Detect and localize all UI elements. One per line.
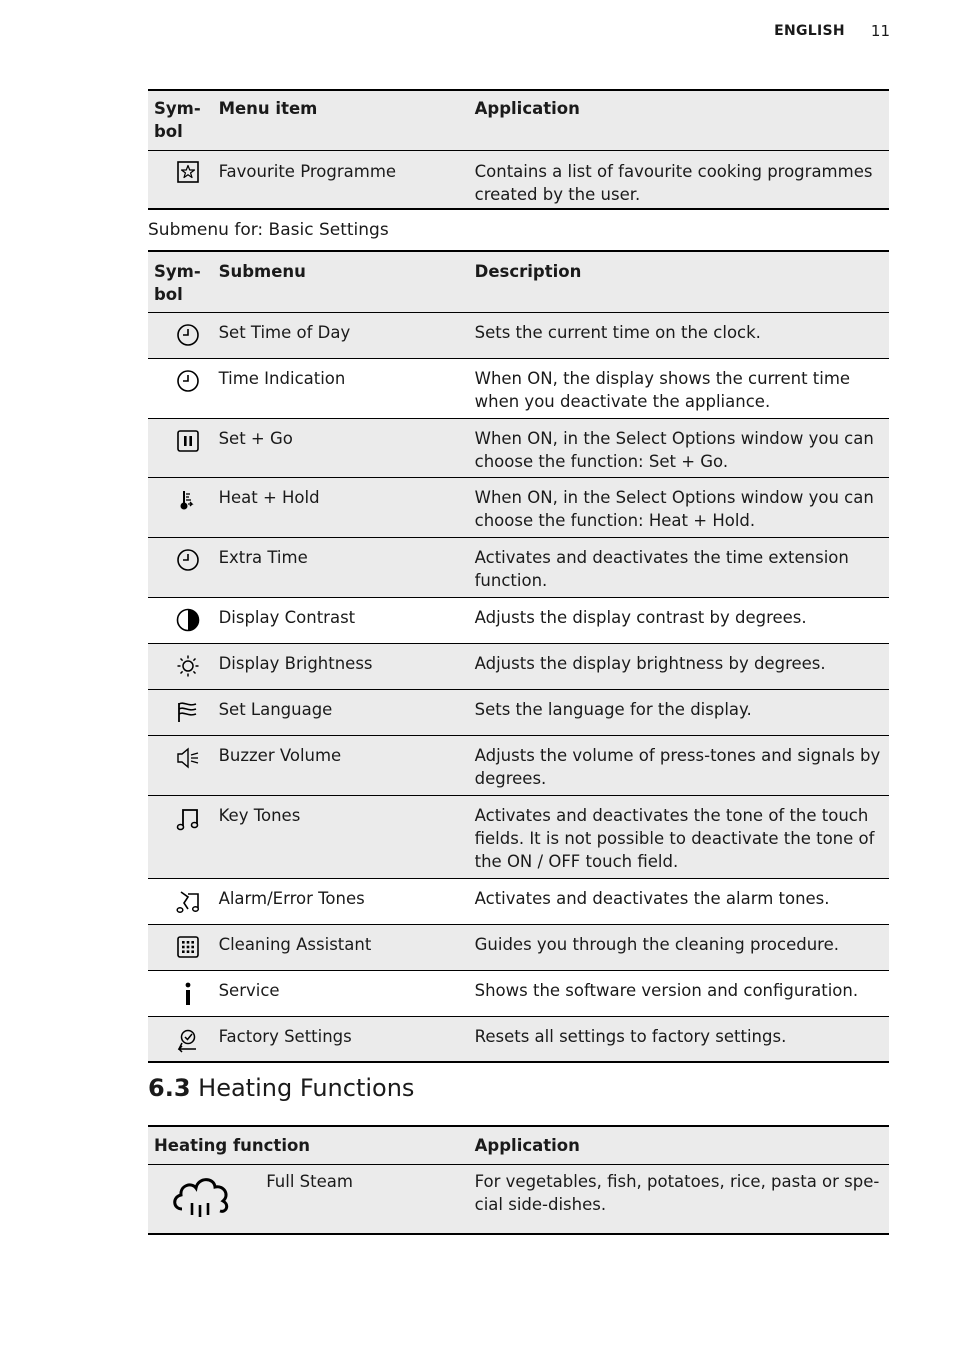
table-row (148, 878, 889, 924)
page-header (774, 22, 890, 40)
submenu-description: When ON, the display shows the current time when you deactivate the appliance. (475, 358, 889, 418)
table-row (148, 1164, 889, 1234)
set-go-icon (176, 429, 200, 453)
submenu-name: Set + Go (219, 418, 475, 477)
submenu-description: Sets the language for the display. (475, 689, 889, 735)
header-symbol: Sym- bol (148, 90, 219, 150)
header-heating-function: Heating function (148, 1126, 475, 1164)
submenu-name: Service (219, 970, 475, 1016)
table-header-row (148, 251, 889, 312)
menu-item-name: Favourite Programme (219, 150, 475, 209)
submenu-name: Time Indication (219, 358, 475, 418)
submenu-description: Guides you through the cleaning procedure. (475, 924, 889, 970)
section-number: 6.3 (148, 1074, 191, 1102)
submenu-name: Set Time of Day (219, 312, 475, 358)
music-note-icon (176, 806, 202, 832)
submenu-description: Adjusts the display contrast by degrees. (475, 597, 889, 643)
table-row (148, 970, 889, 1016)
star-in-square-icon (176, 160, 200, 184)
submenu-description: When ON, in the Select Options window you can choose the function: Set + Go. (475, 418, 889, 477)
contrast-icon (176, 608, 200, 632)
heating-function-application: For vegetables, fish, potatoes, rice, pasta or spe-cial side-dishes. (475, 1164, 889, 1234)
heating-function-name: Full Steam (266, 1164, 474, 1234)
table-row (148, 1016, 889, 1062)
speaker-icon (176, 746, 202, 770)
submenu-description: Sets the current time on the clock. (475, 312, 889, 358)
submenu-description: Adjusts the volume of press-tones and signals by degrees. (475, 735, 889, 795)
steam-cloud-icon (170, 1173, 232, 1221)
section-heading (148, 1074, 414, 1102)
submenu-description: Activates and deactivates the alarm tones. (475, 878, 889, 924)
table-row (148, 643, 889, 689)
table-row (148, 537, 889, 597)
submenu-name: Cleaning Assistant (219, 924, 475, 970)
table-row (148, 477, 889, 537)
submenu-name: Heat + Hold (219, 477, 475, 537)
header-application: Application (475, 1126, 889, 1164)
header-symbol: Sym- bol (148, 251, 219, 312)
info-icon (176, 981, 200, 1007)
heating-functions-table (148, 1125, 889, 1235)
page-number: 11 (870, 22, 890, 40)
header-application: Application (475, 90, 889, 150)
submenu-description: Activates and deactivates the tone of the touch fields. It is not possible to deactivate the tone of the ON / OFF touch field. (475, 795, 889, 878)
header-menu-item: Menu item (219, 90, 475, 150)
submenu-name: Factory Settings (219, 1016, 475, 1062)
submenu-description: Activates and deactivates the time extension function. (475, 537, 889, 597)
table-header-row (148, 90, 889, 150)
submenu-name: Key Tones (219, 795, 475, 878)
clock-icon (176, 369, 200, 393)
cleaning-grid-icon (176, 935, 200, 959)
header-submenu: Submenu (219, 251, 475, 312)
submenu-name: Display Brightness (219, 643, 475, 689)
alarm-tone-icon (176, 889, 202, 915)
submenu-description: Shows the software version and configuration. (475, 970, 889, 1016)
factory-reset-icon (176, 1027, 200, 1053)
table-row (148, 312, 889, 358)
table-row (148, 418, 889, 477)
brightness-icon (176, 654, 200, 678)
submenu-name: Set Language (219, 689, 475, 735)
table-row (148, 795, 889, 878)
table-row (148, 924, 889, 970)
submenu-name: Buzzer Volume (219, 735, 475, 795)
table-header-row (148, 1126, 889, 1164)
flag-icon (176, 700, 200, 724)
submenu-description: Resets all settings to factory settings. (475, 1016, 889, 1062)
header-description: Description (475, 251, 889, 312)
table-row (148, 358, 889, 418)
thermometer-icon (176, 488, 200, 512)
clock-icon (176, 548, 200, 572)
submenu-description: When ON, in the Select Options window you can choose the function: Heat + Hold. (475, 477, 889, 537)
table-row (148, 150, 889, 209)
submenu-name: Alarm/Error Tones (219, 878, 475, 924)
clock-icon (176, 323, 200, 347)
table-row (148, 689, 889, 735)
submenu-label: Submenu for: Basic Settings (148, 220, 389, 240)
menu-item-application: Contains a list of favourite cooking programmes created by the user. (475, 150, 889, 209)
submenu-table (148, 250, 889, 1063)
submenu-name: Extra Time (219, 537, 475, 597)
table-row (148, 735, 889, 795)
table-row (148, 597, 889, 643)
submenu-name: Display Contrast (219, 597, 475, 643)
section-title: Heating Functions (198, 1074, 415, 1102)
menu-table (148, 89, 889, 210)
header-language: ENGLISH (774, 23, 845, 39)
submenu-description: Adjusts the display brightness by degrees. (475, 643, 889, 689)
